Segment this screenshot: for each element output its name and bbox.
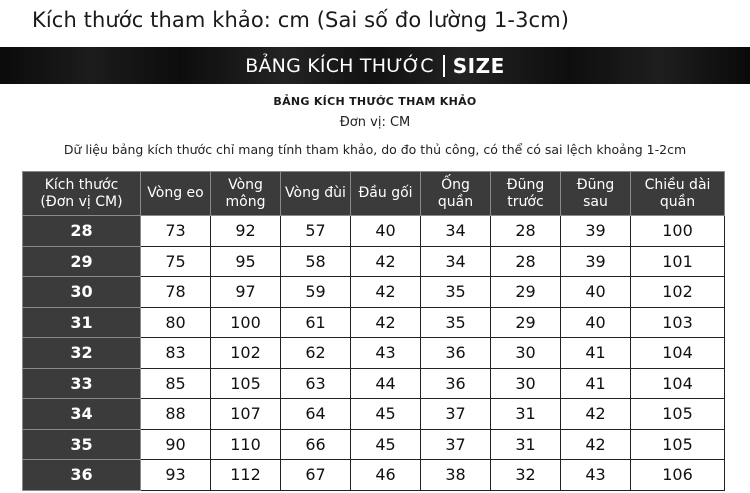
column-header-text: Vòng đùi — [285, 185, 346, 201]
measurement-cell: 78 — [141, 277, 211, 308]
column-header — [631, 172, 725, 216]
column-header — [141, 172, 211, 216]
column-header-text: mông — [225, 193, 266, 210]
measurement-cell: 80 — [141, 307, 211, 338]
size-cell: 32 — [23, 338, 141, 369]
size-cell: 36 — [23, 460, 141, 491]
measurement-cell: 73 — [141, 216, 211, 247]
measurement-cell: 88 — [141, 399, 211, 430]
banner-title: BẢNG KÍCH THƯỚC — [245, 54, 434, 77]
measurement-cell: 85 — [141, 368, 211, 399]
measurement-cell: 42 — [561, 429, 631, 460]
measurement-cell: 66 — [281, 429, 351, 460]
measurement-cell: 105 — [631, 429, 725, 460]
measurement-cell: 41 — [561, 338, 631, 369]
measurement-cell: 107 — [211, 399, 281, 430]
column-header — [491, 172, 561, 216]
measurement-cell: 34 — [421, 246, 491, 277]
measurement-cell: 100 — [631, 216, 725, 247]
table-row — [23, 429, 725, 460]
column-header-text: Kích thước — [44, 176, 119, 193]
measurement-cell: 110 — [211, 429, 281, 460]
measurement-cell: 42 — [351, 307, 421, 338]
measurement-cell: 112 — [211, 460, 281, 491]
measurement-cell: 36 — [421, 338, 491, 369]
size-cell: 28 — [23, 216, 141, 247]
measurement-cell: 59 — [281, 277, 351, 308]
measurement-cell: 35 — [421, 307, 491, 338]
column-header-text: Đũng sau — [576, 176, 615, 210]
measurement-cell: 75 — [141, 246, 211, 277]
table-title: BẢNG KÍCH THƯỚC THAM KHẢO — [273, 95, 477, 108]
measurement-cell: 31 — [491, 399, 561, 430]
measurement-cell: 38 — [421, 460, 491, 491]
column-header-text: Đầu gối — [358, 185, 413, 201]
measurement-cell: 42 — [351, 246, 421, 277]
measurement-cell: 104 — [631, 338, 725, 369]
column-header — [23, 172, 141, 216]
column-header-text: Vòng eo — [147, 185, 204, 201]
measurement-cell: 58 — [281, 246, 351, 277]
measurement-cell: 32 — [491, 460, 561, 491]
measurement-cell: 101 — [631, 246, 725, 277]
size-cell: 33 — [23, 368, 141, 399]
size-cell: 29 — [23, 246, 141, 277]
measurement-cell: 46 — [351, 460, 421, 491]
measurement-cell: 62 — [281, 338, 351, 369]
measurement-cell: 102 — [631, 277, 725, 308]
measurement-cell: 40 — [561, 277, 631, 308]
measurement-cell: 105 — [211, 368, 281, 399]
column-header-text: Chiều dài — [644, 176, 711, 193]
measurement-cell: 63 — [281, 368, 351, 399]
banner-size-label: SIZE — [452, 53, 505, 78]
measurement-cell: 97 — [211, 277, 281, 308]
size-chart-banner — [0, 47, 750, 84]
measurement-cell: 29 — [491, 307, 561, 338]
measurement-cell: 90 — [141, 429, 211, 460]
size-reference-caption: Kích thước tham khảo: cm (Sai số đo lường 1-3cm) — [32, 8, 570, 32]
measurement-cell: 39 — [561, 216, 631, 247]
table-row — [23, 216, 725, 247]
measurement-cell: 95 — [211, 246, 281, 277]
table-row — [23, 338, 725, 369]
table-row — [23, 399, 725, 430]
table-header — [23, 172, 725, 216]
column-header-text: Vòng — [228, 176, 263, 193]
measurement-note: Dữ liệu bảng kích thước chỉ mang tính tham khảo, do đo thủ công, có thể có sai lệch khoảng 1-2cm — [63, 142, 687, 157]
measurement-cell: 39 — [561, 246, 631, 277]
size-cell: 31 — [23, 307, 141, 338]
measurement-cell: 41 — [561, 368, 631, 399]
measurement-cell: 31 — [491, 429, 561, 460]
size-cell: 34 — [23, 399, 141, 430]
measurement-cell: 64 — [281, 399, 351, 430]
measurement-cell: 37 — [421, 429, 491, 460]
measurement-cell: 105 — [631, 399, 725, 430]
measurement-cell: 57 — [281, 216, 351, 247]
measurement-cell: 36 — [421, 368, 491, 399]
unit-label: Đơn vị: CM — [339, 115, 411, 130]
measurement-cell: 34 — [421, 216, 491, 247]
column-header-text: trước — [507, 193, 544, 210]
table-row — [23, 307, 725, 338]
size-table — [22, 171, 725, 491]
measurement-cell: 28 — [491, 216, 561, 247]
measurement-cell: 45 — [351, 429, 421, 460]
column-header — [351, 172, 421, 216]
measurement-cell: 40 — [351, 216, 421, 247]
column-header-text: Ống quần — [437, 176, 474, 210]
column-header — [281, 172, 351, 216]
column-header-text: quần — [659, 193, 696, 210]
measurement-cell: 29 — [491, 277, 561, 308]
table-row — [23, 460, 725, 491]
size-cell: 35 — [23, 429, 141, 460]
measurement-cell: 83 — [141, 338, 211, 369]
measurement-cell: 40 — [561, 307, 631, 338]
table-row — [23, 277, 725, 308]
measurement-cell: 61 — [281, 307, 351, 338]
table-body — [23, 216, 725, 491]
column-header-text: (Đơn vị CM) — [40, 193, 123, 210]
header-row — [23, 172, 725, 216]
measurement-cell: 28 — [491, 246, 561, 277]
column-header — [211, 172, 281, 216]
measurement-cell: 92 — [211, 216, 281, 247]
measurement-cell: 45 — [351, 399, 421, 430]
column-header-text: Đũng — [506, 176, 545, 193]
measurement-cell: 67 — [281, 460, 351, 491]
measurement-cell: 102 — [211, 338, 281, 369]
measurement-cell: 37 — [421, 399, 491, 430]
table-row — [23, 368, 725, 399]
measurement-cell: 103 — [631, 307, 725, 338]
measurement-cell: 93 — [141, 460, 211, 491]
banner-divider — [443, 55, 445, 77]
measurement-cell: 30 — [491, 368, 561, 399]
measurement-cell: 43 — [351, 338, 421, 369]
measurement-cell: 106 — [631, 460, 725, 491]
measurement-cell: 100 — [211, 307, 281, 338]
size-cell: 30 — [23, 277, 141, 308]
measurement-cell: 104 — [631, 368, 725, 399]
column-header — [561, 172, 631, 216]
measurement-cell: 42 — [351, 277, 421, 308]
measurement-cell: 42 — [561, 399, 631, 430]
measurement-cell: 35 — [421, 277, 491, 308]
measurement-cell: 30 — [491, 338, 561, 369]
column-header — [421, 172, 491, 216]
table-row — [23, 246, 725, 277]
measurement-cell: 43 — [561, 460, 631, 491]
measurement-cell: 44 — [351, 368, 421, 399]
